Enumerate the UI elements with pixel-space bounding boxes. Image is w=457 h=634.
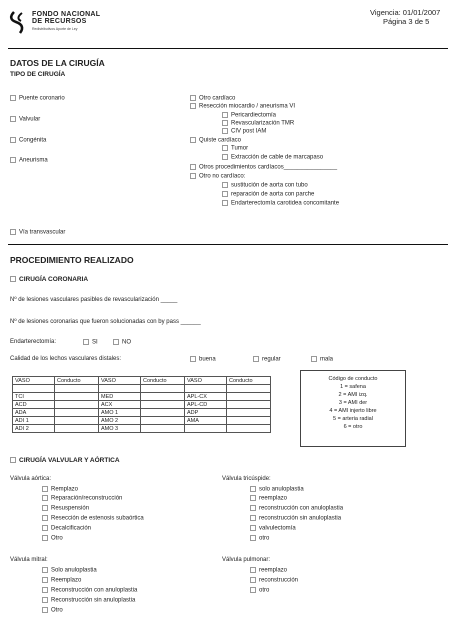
- table-cell: AMA: [185, 417, 227, 425]
- checkbox[interactable]: [250, 567, 256, 573]
- checkbox[interactable]: [42, 587, 48, 593]
- table-cell: ACX: [99, 401, 141, 409]
- option-aortica-reseccion[interactable]: Resección de estenosis subaórtica: [42, 515, 144, 522]
- checkbox[interactable]: [190, 164, 196, 170]
- tricuspide-label: Válvula tricúspide:: [222, 476, 271, 482]
- calidad-lechos-label: Calidad de los lechos vasculares distales:: [10, 356, 122, 362]
- table-cell: AMO 1: [99, 409, 141, 417]
- checkbox[interactable]: [42, 515, 48, 521]
- checkbox[interactable]: [42, 535, 48, 541]
- checkbox[interactable]: [190, 103, 196, 109]
- codigo-item: 4 = AMI injerto libre: [329, 408, 377, 414]
- table-cell[interactable]: [55, 401, 99, 409]
- table-cell: MED: [99, 393, 141, 401]
- checkbox[interactable]: [250, 505, 256, 511]
- table-cell: ADI 2: [13, 425, 55, 433]
- table-cell[interactable]: [99, 385, 141, 393]
- option-otro-cardiaco[interactable]: Otro cardíaco: [190, 95, 235, 102]
- checkbox[interactable]: [190, 137, 196, 143]
- lesiones-bypass-field[interactable]: Nº de lesiones coronarias que fueron solucionadas con by pass ______: [10, 319, 201, 325]
- option-pulmonar-reconstruccion[interactable]: reconstrucción: [250, 577, 298, 584]
- table-cell: ADP: [185, 409, 227, 417]
- table-cell[interactable]: [141, 409, 185, 417]
- checkbox[interactable]: [250, 515, 256, 521]
- checkbox[interactable]: [42, 577, 48, 583]
- table-cell[interactable]: [55, 385, 99, 393]
- checkbox[interactable]: [250, 486, 256, 492]
- codigo-item: 3 = AMI der: [338, 400, 368, 406]
- option-reseccion[interactable]: Resección miocardio / aneurisma VI: [190, 103, 295, 110]
- org-name-line3: Redistributivos Aporte de Ley: [32, 27, 78, 31]
- table-cell[interactable]: [227, 393, 271, 401]
- option-quiste-cardiaco[interactable]: Quiste cardíaco: [190, 137, 241, 144]
- option-revascularizacion-tmr[interactable]: Revascularización TMR: [222, 120, 294, 127]
- table-cell[interactable]: [185, 385, 227, 393]
- page-number: Página 3 de 5: [383, 17, 430, 26]
- table-cell: ADA: [13, 409, 55, 417]
- table-row: [13, 409, 271, 417]
- option-civ-post-iam[interactable]: CIV post IAM: [222, 128, 266, 135]
- option-mitral-reemplazo[interactable]: Reemplazo: [42, 577, 81, 584]
- option-via-transvascular[interactable]: Vía transvascular: [10, 229, 65, 236]
- checkbox[interactable]: [42, 597, 48, 603]
- table-header: VASO: [13, 377, 55, 385]
- pulmonar-label: Válvula pulmonar:: [222, 557, 271, 563]
- option-tricuspide-solo-anuloplastia[interactable]: solo anuloplastia: [250, 486, 304, 493]
- codigo-item: 5 = arteria radial: [333, 416, 373, 422]
- checkbox[interactable]: [10, 116, 16, 122]
- endarterectomia-label: Endarterectomía:: [10, 339, 57, 345]
- option-mitral-con-anuloplastia[interactable]: Reconstrucción con anuloplastia: [42, 587, 137, 594]
- option-mala[interactable]: mala: [311, 356, 333, 363]
- option-tricuspide-sin-anuloplastia[interactable]: reconstrucción sin anuloplastia: [250, 515, 341, 522]
- checkbox[interactable]: [42, 495, 48, 501]
- checkbox[interactable]: [222, 145, 228, 151]
- fnr-logo-mark: [8, 10, 30, 36]
- option-pulmonar-otro[interactable]: otro: [250, 587, 269, 594]
- mitral-label: Válvula mitral:: [10, 557, 48, 563]
- option-congenita[interactable]: Congénita: [10, 137, 46, 144]
- checkbox[interactable]: [10, 229, 16, 235]
- checkbox[interactable]: [83, 339, 89, 345]
- option-tricuspide-reemplazo[interactable]: reemplazo: [250, 495, 287, 502]
- codigo-item: 2 = AMI izq.: [338, 392, 368, 398]
- option-tricuspide-otro[interactable]: otro: [250, 535, 269, 542]
- option-mitral-sin-anuloplastia[interactable]: Reconstrucción sin anuloplastia: [42, 597, 135, 604]
- table-cell: AMO 2: [99, 417, 141, 425]
- table-cell[interactable]: [55, 393, 99, 401]
- table-cell[interactable]: [227, 417, 271, 425]
- option-mitral-solo-anuloplastia[interactable]: Solo anuloplastia: [42, 567, 97, 574]
- option-mitral-otro[interactable]: Otro: [42, 607, 63, 614]
- option-aortica-resuspension[interactable]: Resuspensión: [42, 505, 89, 512]
- org-name-line2: DE RECURSOS: [32, 18, 87, 25]
- table-cell: [185, 425, 227, 433]
- table-cell[interactable]: [227, 425, 271, 433]
- option-aortica-decalcificacion[interactable]: Decalcificación: [42, 525, 91, 532]
- checkbox[interactable]: [250, 495, 256, 501]
- checkbox[interactable]: [10, 157, 16, 163]
- checkbox[interactable]: [311, 356, 317, 362]
- table-header: VASO: [99, 377, 141, 385]
- checkbox[interactable]: [42, 486, 48, 492]
- cirugia-valvular-title: CIRUGÍA VALVULAR Y AÓRTICA: [10, 457, 120, 464]
- procedimiento-title: PROCEDIMIENTO REALIZADO: [10, 255, 134, 265]
- table-row: [13, 425, 271, 433]
- checkbox[interactable]: [10, 276, 16, 282]
- table-cell[interactable]: [141, 401, 185, 409]
- table-cell[interactable]: [141, 385, 185, 393]
- table-cell: ADI 1: [13, 417, 55, 425]
- checkbox[interactable]: [42, 607, 48, 613]
- checkbox[interactable]: [222, 128, 228, 134]
- lesiones-revascularizacion-field[interactable]: Nº de lesiones vasculares pasibles de revascularización _____: [10, 297, 178, 303]
- table-row: [13, 385, 271, 393]
- section-divider: [8, 244, 448, 245]
- checkbox[interactable]: [222, 154, 228, 160]
- table-cell[interactable]: [141, 425, 185, 433]
- checkbox[interactable]: [222, 182, 228, 188]
- cirugia-coronaria-title: CIRUGÍA CORONARIA: [10, 276, 88, 283]
- table-header: Conducto: [55, 377, 99, 385]
- checkbox[interactable]: [10, 95, 16, 101]
- checkbox[interactable]: [10, 137, 16, 143]
- org-name-line1: FONDO NACIONAL: [32, 11, 101, 18]
- checkbox[interactable]: [250, 577, 256, 583]
- option-no[interactable]: NO: [113, 339, 131, 346]
- option-otros-procedimientos[interactable]: Otros procedimientos cardíacos________________: [190, 164, 337, 171]
- vasos-table: [12, 376, 271, 433]
- option-pulmonar-reemplazo[interactable]: reemplazo: [250, 567, 287, 574]
- option-tricuspide-valvulectomia[interactable]: valvulectomía: [250, 525, 296, 532]
- option-sustitucion-aorta[interactable]: sustitución de aorta con tubo: [222, 182, 308, 189]
- table-row: [13, 393, 271, 401]
- option-tumor[interactable]: Tumor: [222, 145, 248, 152]
- option-tricuspide-con-anuloplastia[interactable]: reconstrucción con anuloplastia: [250, 505, 343, 512]
- codigo-title: Código de conducto: [328, 376, 378, 382]
- table-cell: TCI: [13, 393, 55, 401]
- option-aortica-otro[interactable]: Otro: [42, 535, 63, 542]
- checkbox[interactable]: [190, 95, 196, 101]
- table-cell: AMO 3: [99, 425, 141, 433]
- option-endarterectomia-carotidea[interactable]: Endarterectomía carotidea concomitante: [222, 200, 339, 207]
- table-header-row: [13, 377, 271, 385]
- datos-title: DATOS DE LA CIRUGÍA: [10, 58, 105, 68]
- checkbox[interactable]: [253, 356, 259, 362]
- checkbox[interactable]: [222, 120, 228, 126]
- table-cell: APL-CX: [185, 393, 227, 401]
- checkbox[interactable]: [190, 173, 196, 179]
- option-otro-no-cardiaco[interactable]: Otro no cardíaco:: [190, 173, 245, 180]
- table-row: [13, 417, 271, 425]
- checkbox[interactable]: [250, 535, 256, 541]
- codigo-item: 1 = safena: [340, 384, 366, 390]
- checkbox[interactable]: [250, 587, 256, 593]
- option-pericardiectomia[interactable]: Pericardiectomía: [222, 112, 276, 119]
- checkbox[interactable]: [222, 191, 228, 197]
- checkbox[interactable]: [42, 505, 48, 511]
- option-buena[interactable]: buena: [190, 356, 216, 363]
- section-divider: [8, 48, 448, 49]
- table-row: [13, 401, 271, 409]
- tipo-cirugia-label: TIPO DE CIRUGÍA: [10, 71, 66, 78]
- checkbox[interactable]: [250, 525, 256, 531]
- option-si[interactable]: SI: [83, 339, 98, 346]
- table-header: VASO: [185, 377, 227, 385]
- fnr-logo: [8, 10, 30, 38]
- option-aortica-remplazo[interactable]: Remplazo: [42, 486, 78, 493]
- table-cell[interactable]: [227, 401, 271, 409]
- checkbox[interactable]: [10, 457, 16, 463]
- option-aortica-reparacion[interactable]: Reparación/reconstrucción: [42, 495, 122, 502]
- table-cell: APL-CD: [185, 401, 227, 409]
- table-header: Conducto: [227, 377, 271, 385]
- table-cell[interactable]: [55, 417, 99, 425]
- option-reparacion-aorta[interactable]: reparación de aorta con parche: [222, 191, 314, 198]
- table-cell[interactable]: [141, 417, 185, 425]
- aortica-label: Válvula aórtica:: [10, 476, 52, 482]
- table-cell[interactable]: [13, 385, 55, 393]
- table-header: Conducto: [141, 377, 185, 385]
- option-extraccion-cable[interactable]: Extracción de cable de marcapaso: [222, 154, 323, 161]
- codigo-item: 6 = otro: [343, 424, 363, 430]
- table-cell[interactable]: [227, 409, 271, 417]
- codigo-conducto-box: [300, 370, 406, 447]
- table-cell: ACD: [13, 401, 55, 409]
- checkbox[interactable]: [222, 200, 228, 206]
- option-regular[interactable]: regular: [253, 356, 281, 363]
- table-cell[interactable]: [227, 385, 271, 393]
- checkbox[interactable]: [190, 356, 196, 362]
- option-puente-coronario[interactable]: Puente coronario: [10, 95, 65, 102]
- option-aneurisma[interactable]: Aneurisma: [10, 157, 48, 164]
- checkbox[interactable]: [42, 525, 48, 531]
- vigencia: Vigencia: 01/01/2007: [370, 8, 441, 17]
- option-valvular[interactable]: Valvular: [10, 116, 40, 123]
- checkbox[interactable]: [42, 567, 48, 573]
- table-cell[interactable]: [55, 425, 99, 433]
- checkbox[interactable]: [222, 112, 228, 118]
- table-cell[interactable]: [55, 409, 99, 417]
- checkbox[interactable]: [113, 339, 119, 345]
- table-cell[interactable]: [141, 393, 185, 401]
